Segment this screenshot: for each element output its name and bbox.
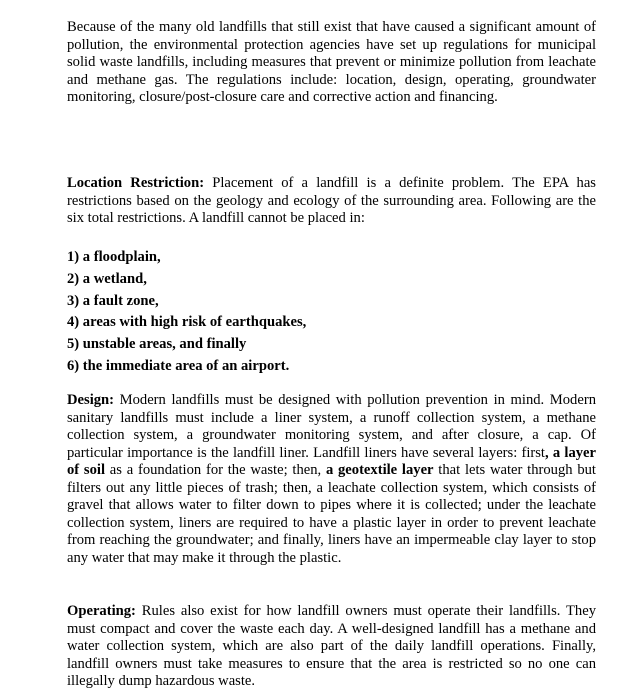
list-item: 5) unstable areas, and finally [67,336,247,353]
design-paragraph [67,392,596,567]
design-text: as a foundation for the waste; then, [105,462,326,478]
list-item: 6) the immediate area of an airport. [67,357,290,374]
restriction-list [67,247,306,378]
design-text: that lets water through but filters out any little pieces of trash; then, a leachate collection system, which consists of gravel that allows water to filter down to pipes where it is collected; under the leachate collection system, liners are required to have a plastic layer in order to prevent leachate from reaching the groundwater; and finally, liners have an impermeable clay layer to stop any water that may make it through the plastic. [67,462,596,566]
location-heading: Location Restriction: [67,175,205,191]
design-text: Modern landfills must be designed with pollution prevention in mind. Modern sanitary landfills must include a liner system, a runoff collection system, a methane collection system, a groundwater monitoring system, and after closure, a cap. Of particular importance is the landfill liner. Landfill liners have several layers: first [67,392,596,461]
design-bold-geotextile: a geotextile layer [325,462,434,478]
design-bold-soil: , a layer of soil [67,444,596,478]
operating-text: Rules also exist for how landfill owners must operate their landfills. They must compact and cover the waste each day. A well-designed landfill has a methane and water collection system, which are also part of the daily landfill operations. Finally, landfill owners must take measures to ensure that the area is restricted so no one can illegally dump hazardous waste. [67,603,596,689]
list-item: 2) a wetland, [67,270,147,287]
list-item: 4) areas with high risk of earthquakes, [67,314,307,331]
location-text: Placement of a landfill is a definite problem. The EPA has restrictions based on the geology and ecology of the surrounding area. Following are the six total restrictions. A landfill cannot be placed in: [67,175,596,226]
list-item: 1) a floodplain, [67,249,161,265]
design-heading: Design: [67,392,115,408]
list-item: 3) a fault zone, [67,292,159,309]
intro-paragraph: Because of the many old landfills that still exist that have caused a significant amount of pollution, the environmental protection agencies have set up regulations for municipal solid waste landfills, including measures that prevent or minimize pollution from leachate and methane gas. The regulations include: location, design, operating, groundwater monitoring, closure/post-closure care and corrective action and financing. [67,19,596,105]
operating-heading: Operating: [67,603,136,619]
location-paragraph [67,175,596,228]
operating-paragraph [67,603,596,691]
